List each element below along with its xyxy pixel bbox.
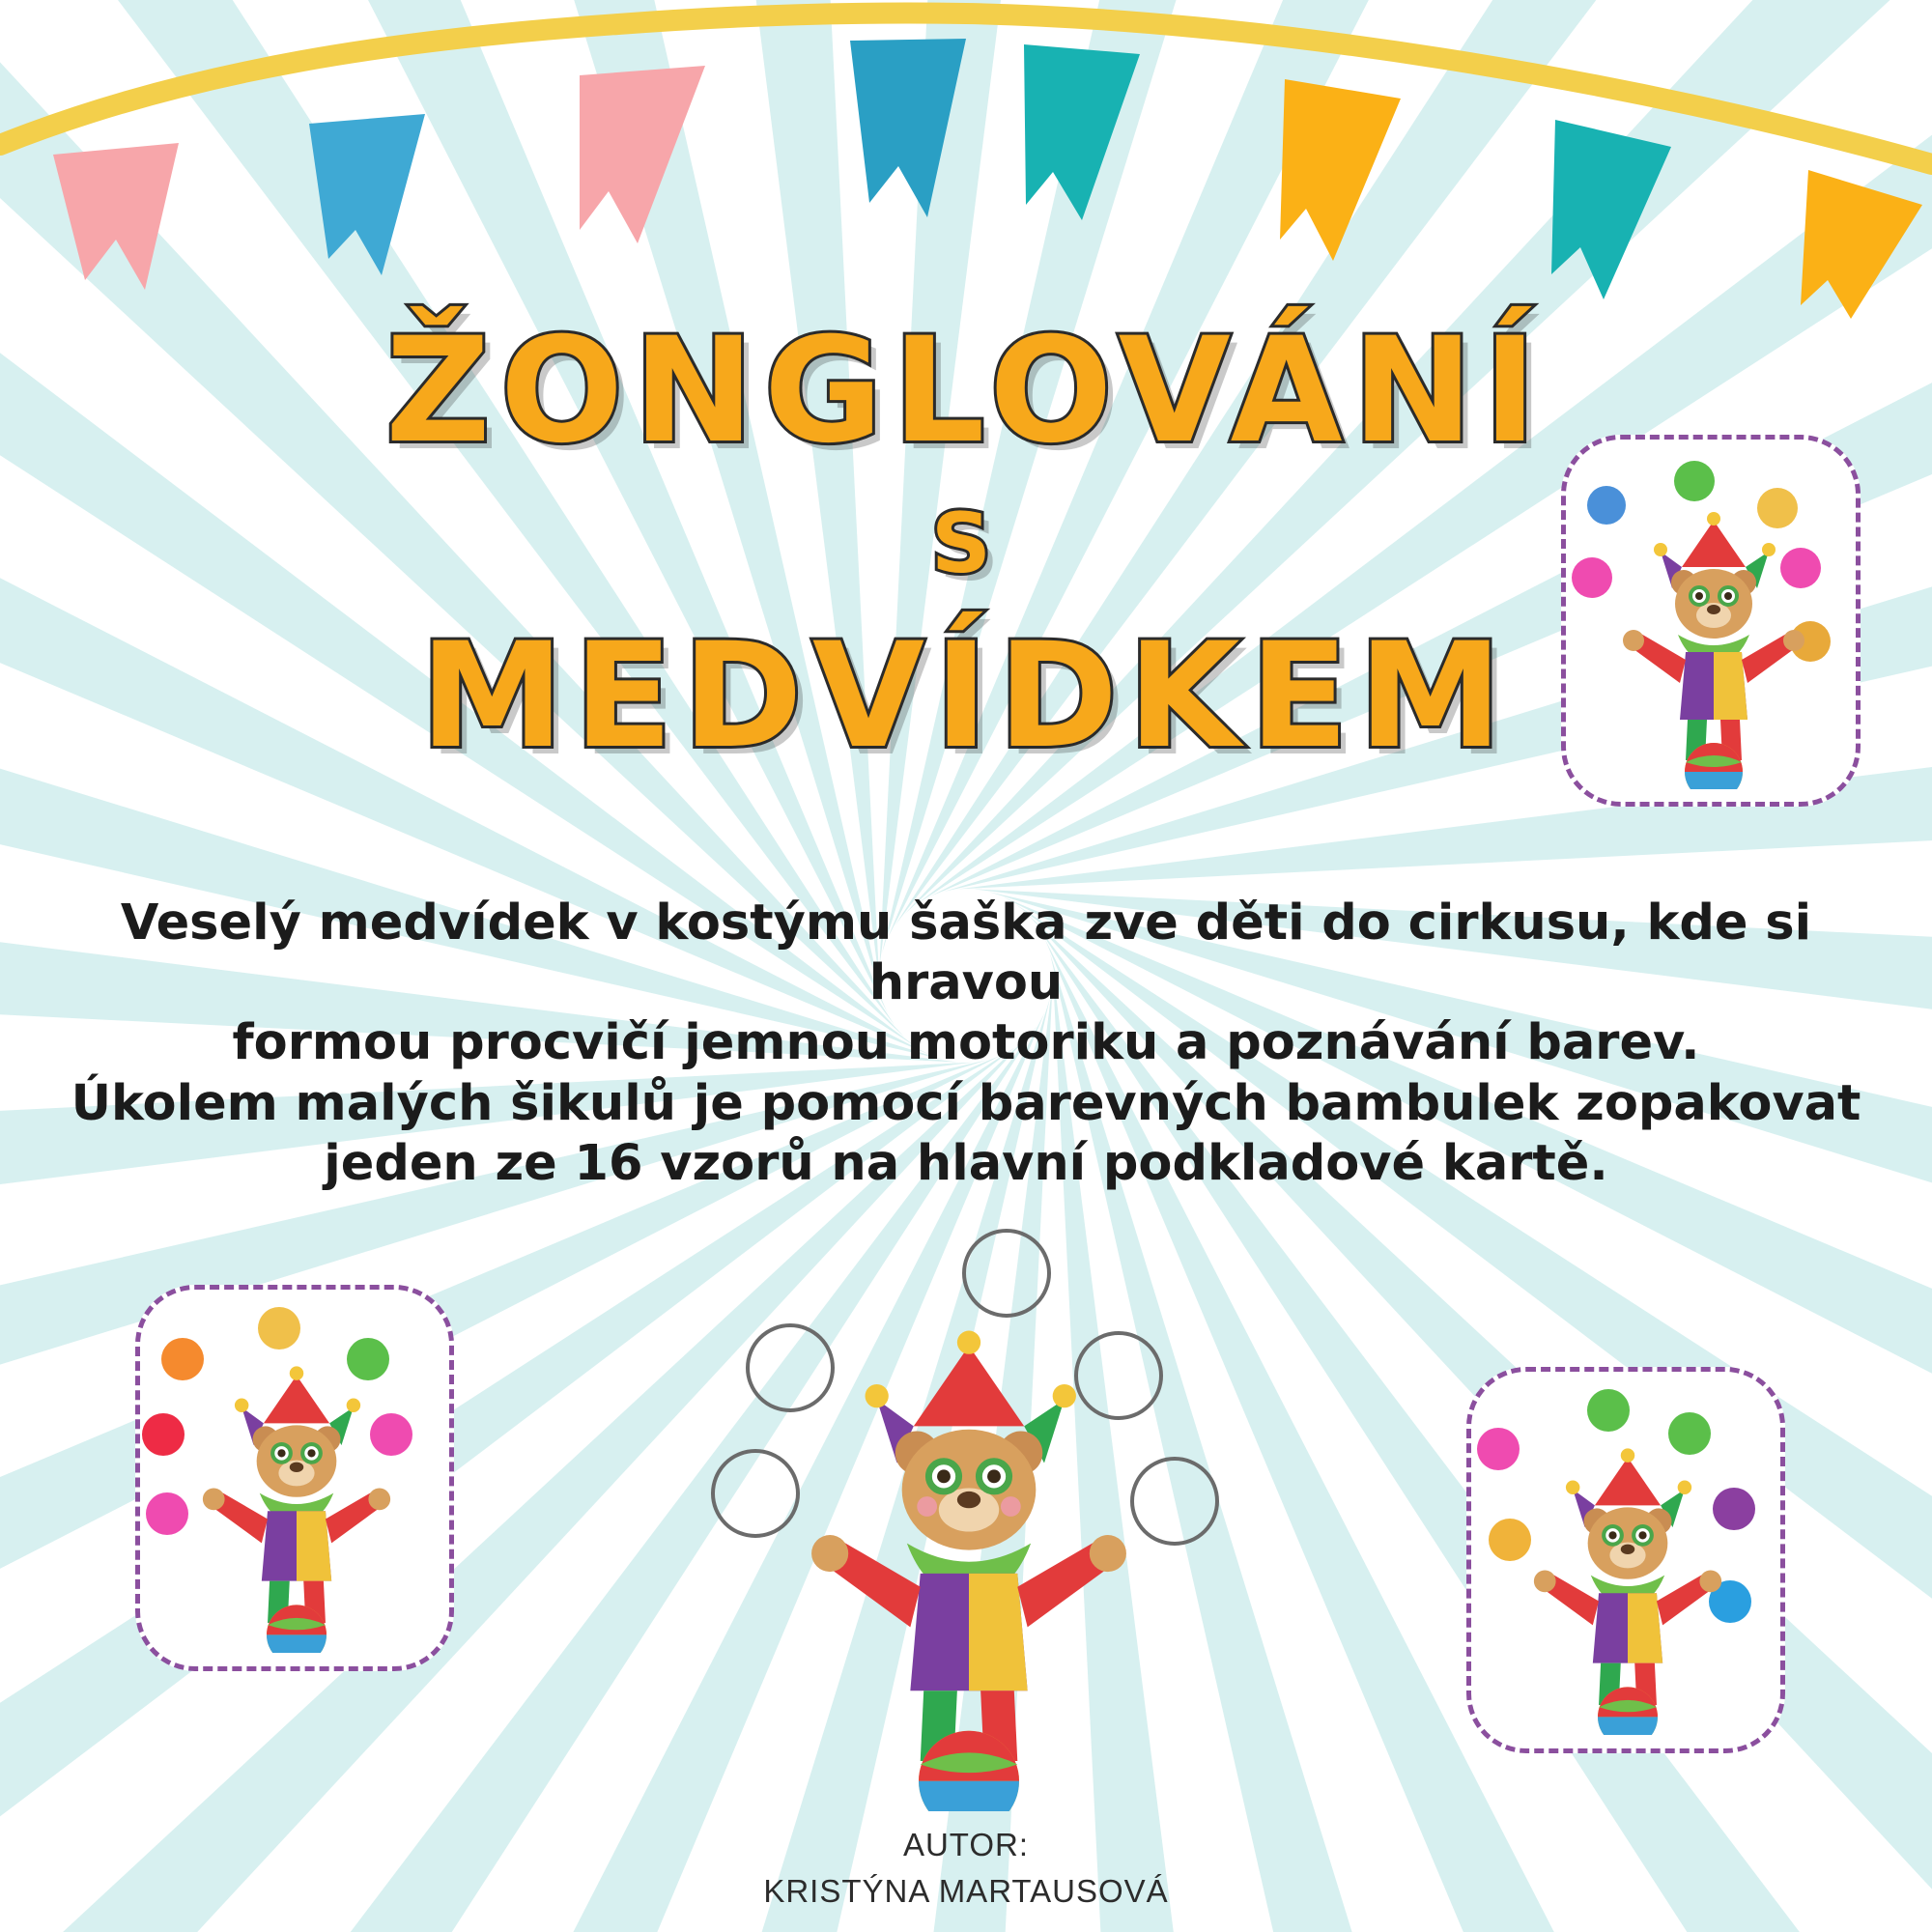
description-line-1: Veselý medvídek v kostýmu šaška zve děti do cirkusu, kde si hravou <box>120 895 1812 1012</box>
author-label: AUTOR: <box>902 1827 1030 1863</box>
author-block <box>0 1822 1932 1915</box>
empty-circle <box>711 1449 800 1538</box>
pompom-dot <box>1587 1389 1630 1432</box>
author-name: KRISTÝNA MARTAUSOVÁ <box>763 1873 1169 1910</box>
title-line-1: ŽONGLOVÁNÍ <box>384 307 1547 475</box>
description-line-4: jeden ze 16 vzorů na hlavní podkladové kartě. <box>324 1134 1608 1192</box>
title-line-3: MEDVÍDKEM <box>419 612 1513 781</box>
pompom-dot <box>1674 461 1715 501</box>
pompom-dot <box>1489 1519 1531 1561</box>
card-bottom-right <box>1466 1367 1785 1753</box>
bear-juggler-illustration <box>1531 1435 1724 1735</box>
description-line-2: formou procvičí jemnou motoriku a poznávání barev. <box>232 1014 1700 1072</box>
description-line-3: Úkolem malých šikulů je pomocí barevných bambulek zopakovat <box>71 1074 1861 1132</box>
empty-circle <box>962 1229 1051 1318</box>
pompom-dot <box>142 1413 185 1456</box>
bear-juggler-illustration <box>200 1353 393 1653</box>
description-text <box>58 894 1874 1194</box>
pompom-dot <box>1572 557 1612 598</box>
empty-circle <box>1130 1457 1219 1546</box>
pompom-dot <box>1587 486 1626 525</box>
pompom-dot <box>1477 1428 1520 1470</box>
bear-juggler-illustration-large <box>810 1309 1128 1811</box>
bunting-decoration <box>0 0 1932 319</box>
card-top-right <box>1561 435 1861 807</box>
pompom-dot <box>161 1338 204 1380</box>
pompom-dot <box>258 1307 300 1350</box>
title-line-2: S <box>931 496 1001 592</box>
pompom-dot <box>146 1492 188 1535</box>
bear-juggler-illustration <box>1622 499 1805 789</box>
card-bottom-left <box>135 1285 454 1671</box>
